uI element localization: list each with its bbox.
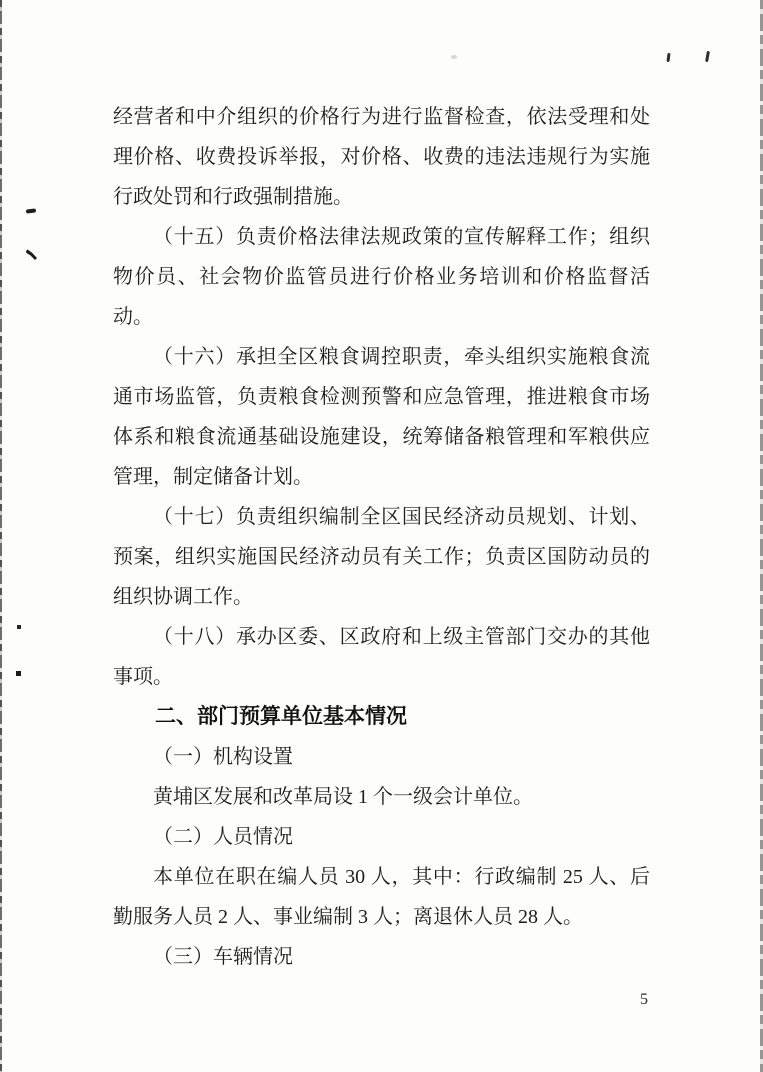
scan-artifact-tick-mark <box>666 53 670 62</box>
text-line: 行政处罚和行政强制措施。 <box>113 186 353 208</box>
scan-artifact-ink-blot <box>26 249 37 260</box>
para-17-economic-mobilization <box>113 497 650 617</box>
scan-edge-left <box>0 0 2 1072</box>
para-18-other-assigned-matters <box>113 617 650 697</box>
para-personnel-body <box>113 857 650 937</box>
para-3-vehicles-title <box>113 937 650 977</box>
heading-section-2-budget-unit-basic-info <box>113 697 650 737</box>
text-line: 勤服务人员 2 人、事业编制 3 人；离退休人员 28 人。 <box>113 906 583 928</box>
text-line: （二）人员情况 <box>153 826 293 848</box>
para-2-personnel-title <box>113 817 650 857</box>
text-line: 理价格、收费投诉举报，对价格、收费的违法违规行为实施 <box>113 146 650 168</box>
document-text-block <box>113 97 650 977</box>
section-heading: 二、部门预算单位基本情况 <box>155 705 407 728</box>
text-line: （三）车辆情况 <box>153 946 293 968</box>
text-line: 黄埔区发展和改革局设 1 个一级会计单位。 <box>153 786 533 808</box>
text-line: 组织协调工作。 <box>113 586 253 608</box>
text-line: （十六）承担全区粮食调控职责，牵头组织实施粮食流 <box>153 346 650 368</box>
text-line: 物价员、社会物价监管员进行价格业务培训和价格监督活 <box>113 266 650 288</box>
text-line: （十五）负责价格法律法规政策的宣传解释工作；组织 <box>153 226 650 248</box>
text-line: （一）机构设置 <box>153 746 293 768</box>
text-line: （十八）承办区委、区政府和上级主管部门交办的其他 <box>153 626 650 648</box>
text-line: （十七）负责组织编制全区国民经济动员规划、计划、 <box>153 506 650 528</box>
para-organization-setup-body <box>113 777 650 817</box>
text-line: 事项。 <box>113 666 173 688</box>
text-line: 体系和粮食流通基础设施建设，统筹储备粮管理和军粮供应 <box>113 426 650 448</box>
text-line: 本单位在职在编人员 30 人，其中：行政编制 25 人、后 <box>153 866 650 888</box>
text-line: 通市场监管，负责粮食检测预警和应急管理，推进粮食市场 <box>113 386 650 408</box>
scan-artifact-smudge <box>451 55 457 59</box>
para-16-grain-regulation <box>113 337 650 497</box>
para-15-price-law-publicity <box>113 217 650 337</box>
page-number: 5 <box>640 991 648 1008</box>
scan-artifact-dot <box>16 671 21 676</box>
para-1-organization-setup-title <box>113 737 650 777</box>
scan-artifact-ink-dash <box>26 208 36 213</box>
text-line: 经营者和中介组织的价格行为进行监督检查，依法受理和处 <box>113 106 650 128</box>
text-line: 预案，组织实施国民经济动员有关工作；负责区国防动员的 <box>113 546 650 568</box>
scan-artifact-dot <box>17 625 21 629</box>
para-price-conduct-supervision-continued <box>113 97 650 217</box>
text-line: 管理，制定储备计划。 <box>113 466 313 488</box>
text-line: 动。 <box>113 306 153 328</box>
scan-artifact-tick-mark <box>705 51 710 62</box>
